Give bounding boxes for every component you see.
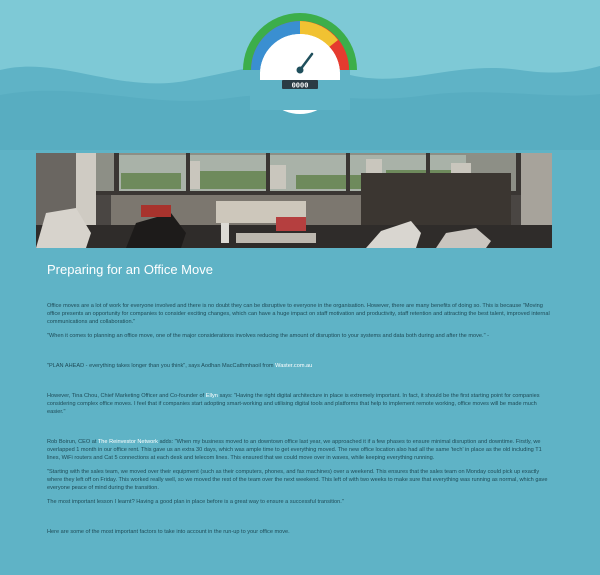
- paragraph-lesson: The most important lesson I learnt? Having a good plan in place before is a great way to ensure a successful transition.": [47, 499, 344, 505]
- hero-header: [0, 0, 600, 150]
- paragraph-quote-1: "When it comes to planning an office move, one of the major considerations involves reducing the amount of disruption to your systems and data both during and after the move." -: [47, 333, 489, 339]
- wave-background: [0, 0, 600, 150]
- link-reinvestor-network[interactable]: The Reinvestor Network: [97, 439, 158, 445]
- paragraph-tina-chou: [47, 392, 555, 416]
- gauge-readout: 0000: [291, 82, 309, 91]
- paragraph-tina-chou-text-a: However, Tina Chou, Chief Marketing Officer and Co-founder of: [47, 393, 206, 399]
- paragraph-plan-ahead: [47, 362, 555, 370]
- office-photo: [36, 153, 552, 248]
- paragraph-sales-team: "Starting with the sales team, we moved over their equipment (such as their computers, phones, and fax machines) over a weekend. This ensures that the sales team on Monday could pick up exactly where they left off on Friday. This worked really well, so we moved the rest of the team over the next weekend. This left of with two weeks to make sure that everything was running as normal, which gave everyone peace of mind during the transition.: [47, 469, 548, 491]
- paragraph-factors: Here are some of the most important factors to take into account in the run-up to your office move.: [47, 529, 290, 535]
- paragraph-intro: Office moves are a lot of work for everyone involved and there is no doubt they can be disruptive to everyone in the organisation. However, there are many benefits of doing so. This is because "Moving office presents an opportunity for companies to consider exciting changes, which can have a huge impact on staff motivation and productivity, staff retention and attracting the best talent, improved internal communications and collaboration.": [47, 303, 550, 325]
- paragraph-plan-ahead-text: "PLAN AHEAD - everything takes longer than you think", says Aodhan MacCathmhaoil from: [47, 363, 276, 369]
- paragraph-rob-boirun-text-b: adds: "When my business moved to an downtown office last year, we approached it if a few phases to ensure minimal disruption and downtime. Firstly, we overlapped 1 month in our office rent. This gave us an extra 30 days, which was ample time to get everything moved. The new office location also had all the same 'tech' in place as the old including T1 lines, WiFi routers and Cat 5 connections at each desk and telecom lines. This ensured that we could move over in waves, while keeping everything running.: [47, 439, 542, 461]
- office-photo-image: [36, 153, 552, 248]
- link-waster[interactable]: Waster.com.au: [275, 363, 313, 369]
- paragraph-rob-boirun: [47, 438, 555, 462]
- article: [47, 262, 555, 536]
- paragraph-tina-chou-text-b: says: "Having the right digital architecture in place is extremely important. In fact, it should be the first starting point for companies considering complex office moves. I feel that if companies start adopting smart-working and utilising digital tools and platforms that help to implement remote working, office moves will be made much easier.": [47, 393, 540, 415]
- link-ellyn[interactable]: Ellyn: [205, 393, 218, 399]
- paragraph-rob-boirun-text-a: Rob Boirun, CEO at: [47, 439, 98, 445]
- article-title: Preparing for an Office Move: [47, 262, 213, 277]
